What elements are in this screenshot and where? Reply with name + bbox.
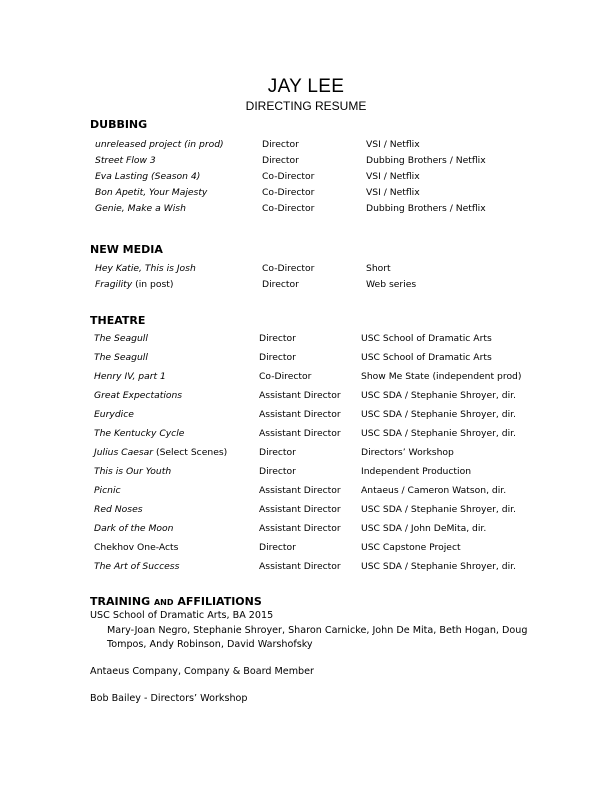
credit-title: [94, 332, 148, 346]
credit-company: VSI / Netflix: [366, 171, 420, 182]
credit-title: [95, 186, 207, 200]
credit-title: [95, 138, 224, 152]
credit-row: [0, 446, 612, 460]
credit-company: VSI / Netflix: [366, 139, 420, 150]
credit-title: [94, 560, 179, 574]
credit-role: Director: [262, 279, 299, 290]
credit-row: [0, 427, 612, 441]
credit-title-text: Dark of the Moon: [94, 523, 174, 534]
credit-title: [94, 427, 184, 441]
credit-company: VSI / Netflix: [366, 187, 420, 198]
credit-row: [0, 503, 612, 517]
credit-title-text: Chekhov One-Acts: [94, 542, 179, 553]
credit-company: Show Me State (independent prod): [361, 371, 522, 382]
credit-title-note: (in post): [132, 279, 174, 290]
credit-company: Directors’ Workshop: [361, 447, 454, 458]
credit-role: Assistant Director: [259, 409, 341, 420]
credit-row: [0, 484, 612, 498]
credit-company: USC SDA / Stephanie Shroyer, dir.: [361, 409, 516, 420]
credit-title: [94, 541, 178, 555]
credit-row: [0, 370, 612, 384]
credit-company: USC School of Dramatic Arts: [361, 352, 492, 363]
credit-role: Director: [259, 542, 296, 553]
resume-subtitle: DIRECTING RESUME: [245, 99, 367, 113]
credit-title-text: unreleased project (in prod): [95, 139, 224, 150]
credit-row: [0, 522, 612, 536]
credit-title-text: Eurydice: [94, 409, 134, 420]
credit-title-text: Fragility: [95, 279, 133, 290]
credit-role: Director: [259, 466, 296, 477]
credit-role: Director: [259, 447, 296, 458]
credit-company: USC Capstone Project: [361, 542, 461, 553]
credit-role: Director: [262, 139, 299, 150]
credit-company: Independent Production: [361, 466, 472, 477]
credit-role: Assistant Director: [259, 561, 341, 572]
credit-company: Short: [366, 263, 391, 274]
credit-title: [94, 370, 166, 384]
credit-title: [95, 154, 156, 168]
credit-company: Dubbing Brothers / Netflix: [366, 155, 486, 166]
training-school: USC School of Dramatic Arts, BA 2015: [90, 610, 274, 621]
credit-title: [94, 484, 121, 498]
credit-company: USC SDA / Stephanie Shroyer, dir.: [361, 504, 516, 515]
credit-row: [0, 138, 612, 152]
credit-row: [0, 408, 612, 422]
credit-role: Co-Director: [262, 203, 315, 214]
credit-role: Assistant Director: [259, 523, 341, 534]
credit-title-text: This is Our Youth: [94, 466, 172, 477]
credit-company: USC SDA / Stephanie Shroyer, dir.: [361, 561, 516, 572]
credit-company: USC SDA / Stephanie Shroyer, dir.: [361, 390, 516, 401]
credit-company: USC School of Dramatic Arts: [361, 333, 492, 344]
credit-row: [0, 389, 612, 403]
credit-role: Co-Director: [262, 263, 315, 274]
training-teachers-line-2: Tompos, Andy Robinson, David Warshofsky: [107, 639, 313, 650]
credit-title-text: Julius Caesar: [94, 447, 154, 458]
credit-title: [94, 389, 182, 403]
credit-role: Assistant Director: [259, 485, 341, 496]
credit-title-text: Picnic: [94, 485, 121, 496]
credit-company: Dubbing Brothers / Netflix: [366, 203, 486, 214]
credit-title-text: Genie, Make a Wish: [95, 203, 186, 214]
credit-role: Co-Director: [262, 171, 315, 182]
credit-title-note: (Select Scenes): [153, 447, 228, 458]
credit-title: [94, 351, 148, 365]
credit-title: [94, 503, 143, 517]
credit-row: [0, 541, 612, 555]
credit-role: Director: [259, 333, 296, 344]
credit-title: [94, 446, 227, 460]
credit-title: [95, 202, 186, 216]
credit-title-text: The Seagull: [94, 333, 148, 344]
credit-row: [0, 560, 612, 574]
credit-title-text: The Art of Success: [94, 561, 180, 572]
affiliation-antaeus: Antaeus Company, Company & Board Member: [90, 666, 314, 677]
credit-row: [0, 262, 612, 276]
credit-title: [94, 522, 174, 536]
credit-row: [0, 465, 612, 479]
credit-title-text: The Seagull: [94, 352, 148, 363]
credit-title: [94, 408, 134, 422]
credit-row: [0, 186, 612, 200]
training-teachers-line-1: Mary-Joan Negro, Stephanie Shroyer, Sharon Carnicke, John De Mita, Beth Hogan, Doug: [107, 625, 528, 636]
section-heading-training: TRAINING AND AFFILIATIONS: [90, 595, 262, 608]
credit-row: [0, 332, 612, 346]
credit-company: Web series: [366, 279, 417, 290]
credit-role: Director: [262, 155, 299, 166]
credit-role: Assistant Director: [259, 504, 341, 515]
credit-title: [95, 278, 173, 292]
section-heading-new-media: NEW MEDIA: [90, 243, 163, 256]
credit-title-text: Hey Katie, This is Josh: [95, 263, 196, 274]
credit-row: [0, 351, 612, 365]
credit-title-text: Red Noses: [94, 504, 143, 515]
credit-title-text: Bon Apetit, Your Majesty: [95, 187, 208, 198]
credit-row: [0, 202, 612, 216]
credit-company: USC SDA / John DeMita, dir.: [361, 523, 487, 534]
section-heading-theatre: THEATRE: [90, 314, 146, 327]
credit-title: [95, 262, 196, 276]
credit-title: [95, 170, 200, 184]
affiliation-bob-bailey: Bob Bailey - Directors’ Workshop: [90, 693, 248, 704]
credit-role: Assistant Director: [259, 428, 341, 439]
credit-title: [94, 465, 171, 479]
credit-title-text: Street Flow 3: [95, 155, 156, 166]
section-heading-dubbing: DUBBING: [90, 118, 148, 131]
credit-row: [0, 154, 612, 168]
credit-company: USC SDA / Stephanie Shroyer, dir.: [361, 428, 516, 439]
credit-role: Co-Director: [262, 187, 315, 198]
credit-title-text: Great Expectations: [94, 390, 183, 401]
credit-company: Antaeus / Cameron Watson, dir.: [361, 485, 507, 496]
resume-name: JAY LEE: [267, 76, 345, 97]
credit-row: [0, 278, 612, 292]
credit-row: [0, 170, 612, 184]
credit-title-text: Henry IV, part 1: [94, 371, 166, 382]
credit-role: Director: [259, 352, 296, 363]
credit-title-text: Eva Lasting (Season 4): [95, 171, 201, 182]
credit-role: Co-Director: [259, 371, 312, 382]
credit-role: Assistant Director: [259, 390, 341, 401]
credit-title-text: The Kentucky Cycle: [94, 428, 185, 439]
